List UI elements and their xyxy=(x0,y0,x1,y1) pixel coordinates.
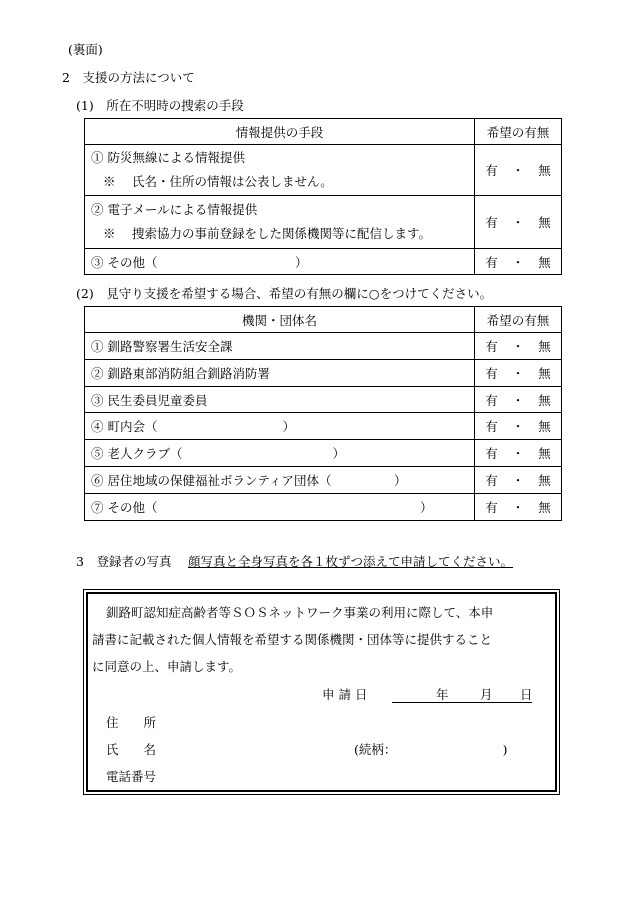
separator-dot: ・ xyxy=(511,163,525,178)
application-date-label: 申 請 日 xyxy=(322,687,368,702)
separator-dot: ・ xyxy=(511,254,525,270)
separator-dot: ・ xyxy=(511,473,525,488)
table-row xyxy=(85,413,562,440)
yes-option[interactable]: 有 xyxy=(485,392,498,408)
choice-cell[interactable] xyxy=(475,333,562,360)
table-row xyxy=(85,249,562,275)
organization-label: ⑥ 居住地域の保健福祉ボランティア団体（ ） xyxy=(85,467,475,494)
separator-dot: ・ xyxy=(511,446,525,461)
choice-cell[interactable] xyxy=(475,494,562,521)
separator-dot: ・ xyxy=(511,500,525,515)
separator-dot: ・ xyxy=(511,366,525,381)
header-means: 情報提供の手段 xyxy=(85,119,475,145)
choice-cell[interactable] xyxy=(475,360,562,387)
table-row xyxy=(85,196,562,249)
separator-dot: ・ xyxy=(511,419,525,434)
choice-cell[interactable] xyxy=(475,413,562,440)
yes-option[interactable]: 有 xyxy=(485,215,498,230)
yes-option[interactable]: 有 xyxy=(485,419,498,434)
means-note: ※ 捜索協力の事前登録をした関係機関等に配信します。 xyxy=(103,226,431,241)
no-option[interactable]: 無 xyxy=(538,419,551,434)
subsection2-title: (2) 見守り支援を希望する場合、希望の有無の欄に○をつけてください。 xyxy=(76,286,493,301)
consent-line-3: に同意の上、申請します。 xyxy=(92,659,242,674)
no-option[interactable]: 無 xyxy=(538,446,551,461)
organization-label: ⑤ 老人クラブ（ ） xyxy=(85,440,475,467)
table-row xyxy=(85,387,562,413)
watch-support-table xyxy=(84,306,562,521)
means-note: ※ 氏名・住所の情報は公表しません。 xyxy=(103,174,333,189)
organization-label: ① 釧路警察署生活安全課 xyxy=(85,333,475,360)
search-means-table xyxy=(84,118,562,275)
yes-option[interactable]: 有 xyxy=(485,366,498,381)
yes-option[interactable]: 有 xyxy=(485,339,498,354)
yes-option[interactable]: 有 xyxy=(485,254,498,270)
no-option[interactable]: 無 xyxy=(538,473,551,488)
means-label: ③ その他（ ） xyxy=(85,249,475,275)
relationship-field[interactable]: (続柄： ) xyxy=(354,742,508,757)
table-row xyxy=(85,333,562,360)
table-row xyxy=(85,494,562,521)
means-cell xyxy=(85,196,475,249)
section2-title: 2 支援の方法について xyxy=(62,70,195,85)
choice-cell[interactable] xyxy=(475,467,562,494)
year-label: 年 xyxy=(436,687,449,702)
month-label: 月 xyxy=(480,687,493,702)
no-option[interactable]: 無 xyxy=(538,366,551,381)
no-option[interactable]: 無 xyxy=(538,163,551,178)
table-row xyxy=(85,440,562,467)
separator-dot: ・ xyxy=(511,339,525,354)
address-label: 住 所 xyxy=(106,715,157,730)
phone-label: 電話番号 xyxy=(106,769,157,784)
header-choice: 希望の有無 xyxy=(475,119,562,145)
table-header-row xyxy=(85,119,562,145)
day-label: 日 xyxy=(520,687,533,702)
yes-option[interactable]: 有 xyxy=(485,500,498,515)
table-row xyxy=(85,467,562,494)
choice-cell[interactable] xyxy=(475,145,562,196)
section3-title: 3 登録者の写真 xyxy=(76,554,172,569)
yes-option[interactable]: 有 xyxy=(485,163,498,178)
application-date-field[interactable] xyxy=(392,685,532,703)
no-option[interactable]: 無 xyxy=(538,392,551,408)
choice-cell[interactable] xyxy=(475,440,562,467)
organization-label: ④ 町内会（ ） xyxy=(85,413,475,440)
reverse-label: (裏面) xyxy=(68,42,103,57)
organization-label: ⑦ その他（ ） xyxy=(85,494,475,521)
means-cell xyxy=(85,145,475,196)
means-label: ② 電子メールによる情報提供 xyxy=(91,202,258,217)
choice-cell[interactable] xyxy=(475,387,562,413)
photo-instruction: 顔写真と全身写真を各１枚ずつ添えて申請してください。 xyxy=(187,554,513,569)
organization-label: ③ 民生委員児童委員 xyxy=(85,387,475,413)
table-header-row xyxy=(85,307,562,333)
table-row xyxy=(85,145,562,196)
no-option[interactable]: 無 xyxy=(538,215,551,230)
organization-label: ② 釧路東部消防組合釧路消防署 xyxy=(85,360,475,387)
consent-box xyxy=(86,592,557,792)
separator-dot: ・ xyxy=(511,392,525,408)
header-organization: 機関・団体名 xyxy=(85,307,475,333)
no-option[interactable]: 無 xyxy=(538,500,551,515)
separator-dot: ・ xyxy=(511,215,525,230)
choice-cell[interactable] xyxy=(475,196,562,249)
yes-option[interactable]: 有 xyxy=(485,473,498,488)
header-choice: 希望の有無 xyxy=(475,307,562,333)
consent-line-2: 請書に記載された個人情報を希望する関係機関・団体等に提供すること xyxy=(92,632,493,647)
consent-line-1: 釧路町認知症高齢者等ＳＯＳネットワーク事業の利用に際して、本申 xyxy=(106,605,494,620)
no-option[interactable]: 無 xyxy=(538,339,551,354)
choice-cell[interactable] xyxy=(475,249,562,275)
means-label: ① 防災無線による情報提供 xyxy=(91,150,245,165)
section3-heading xyxy=(76,552,513,570)
table-row xyxy=(85,360,562,387)
yes-option[interactable]: 有 xyxy=(485,446,498,461)
subsection1-title: (1) 所在不明時の捜索の手段 xyxy=(76,98,244,113)
name-label: 氏 名 xyxy=(106,742,157,757)
no-option[interactable]: 無 xyxy=(538,254,551,270)
